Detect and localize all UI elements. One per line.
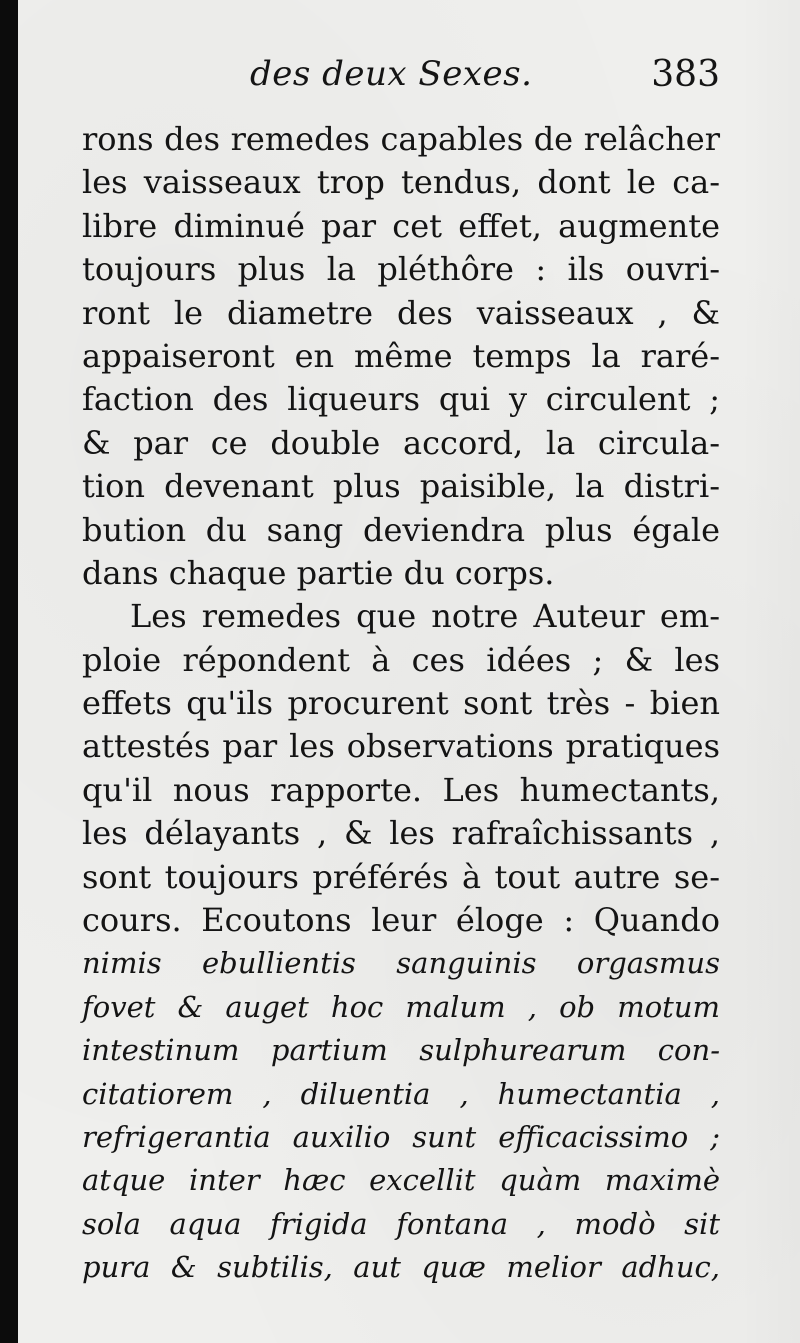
text-line: effets qu'ils procurent sont très - bien: [82, 684, 720, 723]
text-line: & par ce double accord, la circula-: [82, 423, 720, 462]
running-title: des deux Sexes.: [250, 54, 533, 94]
text-line: bution du sang deviendra plus égale: [82, 510, 720, 549]
text-line: faction des liqueurs qui y circulent ;: [82, 380, 720, 419]
page-header: [250, 54, 720, 104]
text-line: toujours plus la pléthôre : ils ouvri-: [82, 250, 720, 289]
text-line: les délayants , & les rafraîchissants ,: [82, 814, 720, 853]
text-line: ront le diametre des vaisseaux , &: [82, 293, 720, 332]
text-line: ploie répondent à ces idées ; & les: [82, 640, 720, 679]
latin-quote-line: nimis ebullientis sanguinis orgasmus: [82, 946, 720, 981]
latin-quote-line: sola aqua frigida fontana , modò sit: [82, 1206, 720, 1241]
book-page: [18, 0, 800, 1343]
text-line: tion devenant plus paisible, la distri-: [82, 467, 720, 506]
latin-quote-line: fovet & auget hoc malum , ob motum: [82, 989, 720, 1024]
paragraph-end-line: dans chaque partie du corps.: [82, 553, 555, 592]
latin-quote-line: atque inter hæc excellit quàm maximè: [82, 1163, 720, 1198]
latin-quote-line: refrigerantia auxilio sunt efficacissimo ;: [82, 1119, 720, 1154]
text-line: cours. Ecoutons leur éloge : Quando: [82, 901, 720, 940]
text-line: qu'il nous rapporte. Les humectants,: [82, 770, 720, 809]
text-line: les vaisseaux trop tendus, dont le ca-: [82, 163, 720, 202]
paragraph-start-line: Les remedes que notre Auteur em-: [130, 597, 720, 636]
text-line: attestés par les observations pratiques: [82, 727, 720, 766]
text-line: appaiseront en même temps la raré-: [82, 336, 720, 375]
latin-quote-line: intestinum partium sulphurearum con-: [82, 1033, 720, 1068]
page-number: 383: [651, 54, 720, 95]
latin-quote-line: citatiorem , diluentia , humectantia ,: [82, 1076, 720, 1111]
page-shadow: [740, 0, 800, 1343]
text-line: rons des remedes capables de relâcher: [82, 120, 720, 158]
latin-quote-line: pura & subtilis, aut quæ melior adhuc,: [82, 1250, 720, 1285]
body-text: [82, 118, 720, 1290]
text-line: libre diminué par cet effet, augmente: [82, 206, 720, 245]
text-line: sont toujours préférés à tout autre se-: [82, 857, 720, 896]
